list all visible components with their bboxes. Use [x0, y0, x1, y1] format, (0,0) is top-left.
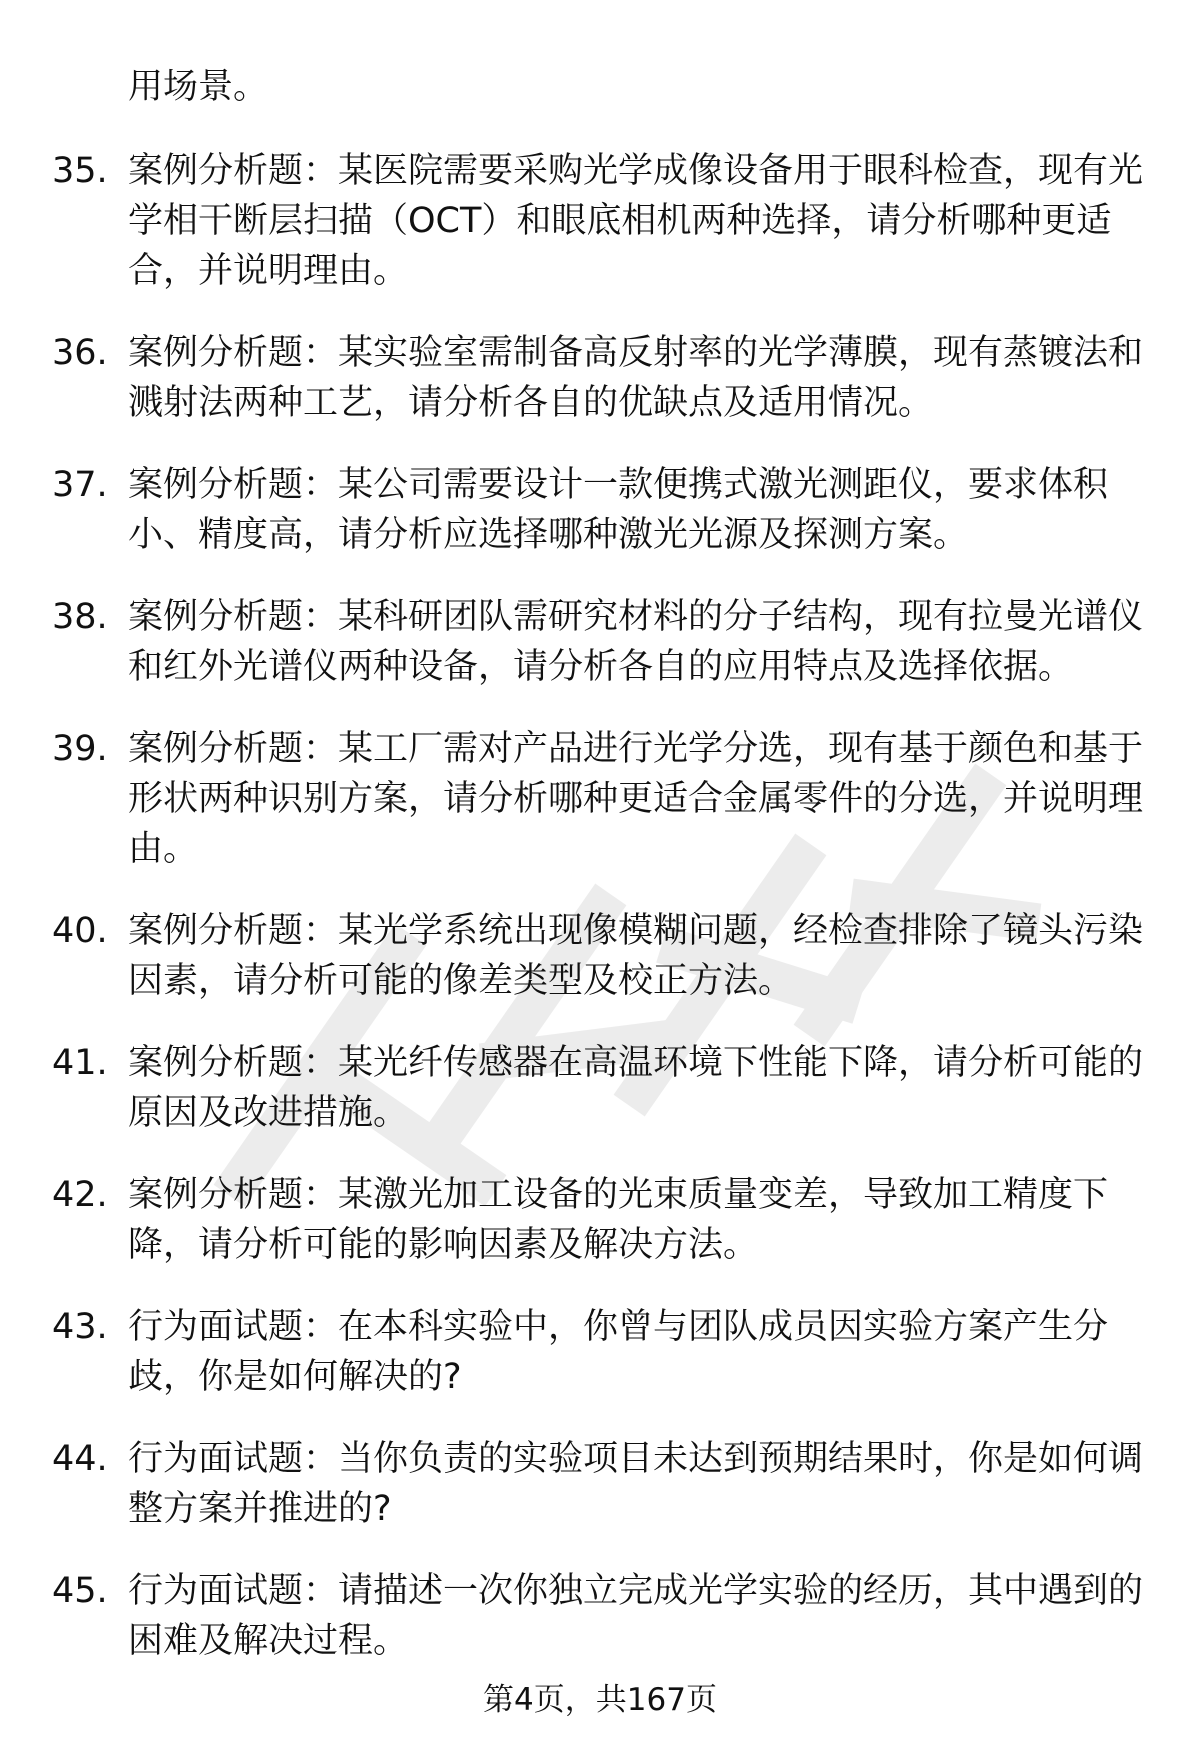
question-number: 37.	[52, 465, 108, 505]
question-text: 行为面试题：请描述一次你独立完成光学实验的经历，其中遇到的困难及解决过程。	[128, 1571, 1144, 1661]
question-text: 案例分析题：某公司需要设计一款便携式激光测距仪，要求体积小、精度高，请分析应选择哪种激光光源及探测方案。	[128, 465, 1109, 555]
question-text: 案例分析题：某科研团队需研究材料的分子结构，现有拉曼光谱仪和红外光谱仪两种设备，请分析各自的应用特点及选择依据。	[128, 597, 1144, 687]
question-item	[0, 724, 1200, 874]
question-text: 案例分析题：某光学系统出现像模糊问题，经检查排除了镜头污染因素，请分析可能的像差类型及校正方法。	[128, 911, 1144, 1001]
question-item	[0, 906, 1200, 1006]
question-number: 38.	[52, 597, 108, 637]
question-item	[0, 592, 1200, 692]
question-number: 41.	[52, 1043, 108, 1083]
question-item	[0, 1434, 1200, 1534]
question-number: 45.	[52, 1571, 108, 1611]
question-item	[0, 328, 1200, 428]
question-text: 案例分析题：某实验室需制备高反射率的光学薄膜，现有蒸镀法和溅射法两种工艺，请分析各自的优缺点及适用情况。	[128, 333, 1144, 423]
question-item	[0, 1566, 1200, 1666]
question-text: 案例分析题：某光纤传感器在高温环境下性能下降，请分析可能的原因及改进措施。	[128, 1043, 1144, 1133]
question-text: 案例分析题：某医院需要采购光学成像设备用于眼科检查，现有光学相干断层扫描（OCT）和眼底相机两种选择，请分析哪种更适合，并说明理由。	[128, 151, 1144, 291]
question-item	[0, 460, 1200, 560]
question-item	[0, 146, 1200, 296]
question-item	[0, 1170, 1200, 1270]
question-text: 案例分析题：某激光加工设备的光束质量变差，导致加工精度下降，请分析可能的影响因素及解决方法。	[128, 1175, 1109, 1265]
question-text: 案例分析题：某工厂需对产品进行光学分选，现有基于颜色和基于形状两种识别方案，请分析哪种更适合金属零件的分选，并说明理由。	[128, 729, 1144, 869]
question-text: 行为面试题：在本科实验中，你曾与团队成员因实验方案产生分歧，你是如何解决的?	[128, 1307, 1109, 1397]
page-footer: 第4页，共167页	[483, 1682, 717, 1718]
question-number: 42.	[52, 1175, 108, 1215]
question-number: 40.	[52, 911, 108, 951]
question-number: 35.	[52, 151, 108, 191]
question-text: 行为面试题：当你负责的实验项目未达到预期结果时，你是如何调整方案并推进的?	[128, 1439, 1144, 1529]
question-item	[0, 1302, 1200, 1402]
question-item	[0, 1038, 1200, 1138]
question-number: 36.	[52, 333, 108, 373]
question-list	[0, 146, 1200, 1698]
continuation-text: 用场景。	[128, 67, 269, 107]
question-number: 43.	[52, 1307, 108, 1347]
question-number: 44.	[52, 1439, 108, 1479]
question-number: 39.	[52, 729, 108, 769]
